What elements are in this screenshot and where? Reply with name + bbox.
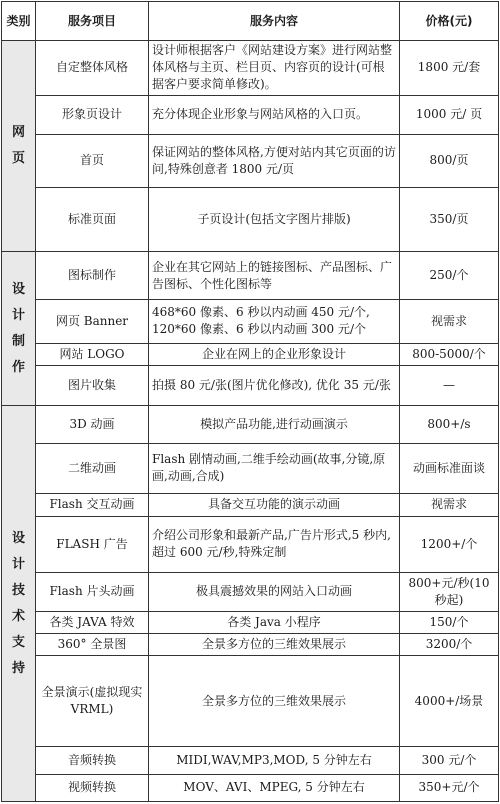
- header-service: 服务项目: [36, 2, 149, 41]
- content-cell: 各类 Java 小程序: [149, 611, 400, 633]
- service-cell: Flash 片头动画: [36, 573, 149, 611]
- price-cell: —: [400, 365, 499, 405]
- service-cell: 3D 动画: [36, 406, 149, 443]
- table-row: [2, 494, 499, 516]
- content-cell: 设计师根据客户《网站建设方案》进行网站整体风格与主页、栏目页、内容页的设计(可根据客户要求简单修改)。: [149, 41, 400, 96]
- service-cell: 图片收集: [36, 365, 149, 405]
- content-cell: 模拟产品功能,进行动画演示: [149, 406, 400, 443]
- price-cell: 4000+/场景: [400, 656, 499, 747]
- price-cell: 250/个: [400, 252, 499, 300]
- price-cell: 800-5000/个: [400, 343, 499, 365]
- price-cell: 350+元/个: [400, 774, 499, 801]
- category-cell-design: [2, 252, 36, 406]
- content-cell: 企业在网上的企业形象设计: [149, 343, 400, 365]
- category-cell-webpage: [2, 41, 36, 252]
- header-content: 服务内容: [149, 2, 400, 41]
- price-cell: 800/页: [400, 135, 499, 188]
- table-header-row: [2, 2, 499, 41]
- content-cell: 极具震撼效果的网站入口动画: [149, 573, 400, 611]
- content-cell: 全景多方位的三维效果展示: [149, 656, 400, 747]
- category-cell-tech-support: [2, 406, 36, 802]
- price-table: [1, 1, 499, 802]
- table-row: [2, 443, 499, 494]
- table-row: [2, 406, 499, 443]
- price-cell: 350/页: [400, 187, 499, 252]
- price-cell: 150/个: [400, 611, 499, 633]
- service-cell: Flash 交互动画: [36, 494, 149, 516]
- service-cell: 自定整体风格: [36, 41, 149, 96]
- table-row: [2, 95, 499, 134]
- price-cell: 1800 元/套: [400, 41, 499, 96]
- service-cell: 网页 Banner: [36, 300, 149, 344]
- price-cell: 800+元/秒(10 秒起): [400, 573, 499, 611]
- header-price: 价格(元): [400, 2, 499, 41]
- price-cell: 1000 元/ 页: [400, 95, 499, 134]
- content-cell: 子页设计(包括文字图片排版): [149, 187, 400, 252]
- category-label: 网 页: [11, 125, 25, 167]
- price-cell: 视需求: [400, 494, 499, 516]
- service-cell: 首页: [36, 135, 149, 188]
- table-row: [2, 135, 499, 188]
- price-cell: 视需求: [400, 300, 499, 344]
- table-row: [2, 516, 499, 573]
- table-row: [2, 365, 499, 405]
- table-row: [2, 747, 499, 774]
- category-label: 设 计 技 术 支 持: [11, 530, 25, 676]
- content-cell: 企业在其它网站上的链接图标、产品图标、广告图标、个性化图标等: [149, 252, 400, 300]
- service-cell: 全景演示(虚拟现实 VRML): [36, 656, 149, 747]
- content-cell: 具备交互功能的演示动画: [149, 494, 400, 516]
- service-cell: 标准页面: [36, 187, 149, 252]
- service-cell: 图标制作: [36, 252, 149, 300]
- content-cell: 介绍公司形象和最新产品,广告片形式,5 秒内,超过 600 元/秒,特殊定制: [149, 516, 400, 573]
- service-cell: 视频转换: [36, 774, 149, 801]
- price-cell: 800+/s: [400, 406, 499, 443]
- price-cell: 300 元/个: [400, 747, 499, 774]
- content-cell: 保证网站的整体风格,方便对站内其它页面的访问,特殊创意者 1800 元/页: [149, 135, 400, 188]
- table-row: [2, 252, 499, 300]
- table-row: [2, 187, 499, 252]
- price-cell: 3200/个: [400, 633, 499, 655]
- service-cell: 360° 全景图: [36, 633, 149, 655]
- service-cell: FLASH 广告: [36, 516, 149, 573]
- table-row: [2, 633, 499, 655]
- content-cell: 拍摄 80 元/张(图片优化修改), 优化 35 元/张: [149, 365, 400, 405]
- content-cell: Flash 剧情动画,二维手绘动画(故事,分镜,原画,动画,合成): [149, 443, 400, 494]
- content-cell: MIDI,WAV,MP3,MOD, 5 分钟左右: [149, 747, 400, 774]
- price-cell: 动画标准面谈: [400, 443, 499, 494]
- table-row: [2, 573, 499, 611]
- content-cell: 468*60 像素、6 秒以内动画 450 元/个, 120*60 像素、6 秒以内动画 300 元/个: [149, 300, 400, 344]
- table-row: [2, 41, 499, 96]
- header-category: 类别: [2, 2, 36, 41]
- content-cell: 充分体现企业形象与网站风格的入口页。: [149, 95, 400, 134]
- service-cell: 网站 LOGO: [36, 343, 149, 365]
- content-cell: MOV、AVI、MPEG, 5 分钟左右: [149, 774, 400, 801]
- category-label: 设 计 制 作: [11, 281, 25, 375]
- service-cell: 音频转换: [36, 747, 149, 774]
- service-cell: 各类 JAVA 特效: [36, 611, 149, 633]
- table-row: [2, 343, 499, 365]
- service-cell: 形象页设计: [36, 95, 149, 134]
- table-row: [2, 611, 499, 633]
- table-row: [2, 656, 499, 747]
- price-cell: 1200+/个: [400, 516, 499, 573]
- content-cell: 全景多方位的三维效果展示: [149, 633, 400, 655]
- table-row: [2, 300, 499, 344]
- table-row: [2, 774, 499, 801]
- service-cell: 二维动画: [36, 443, 149, 494]
